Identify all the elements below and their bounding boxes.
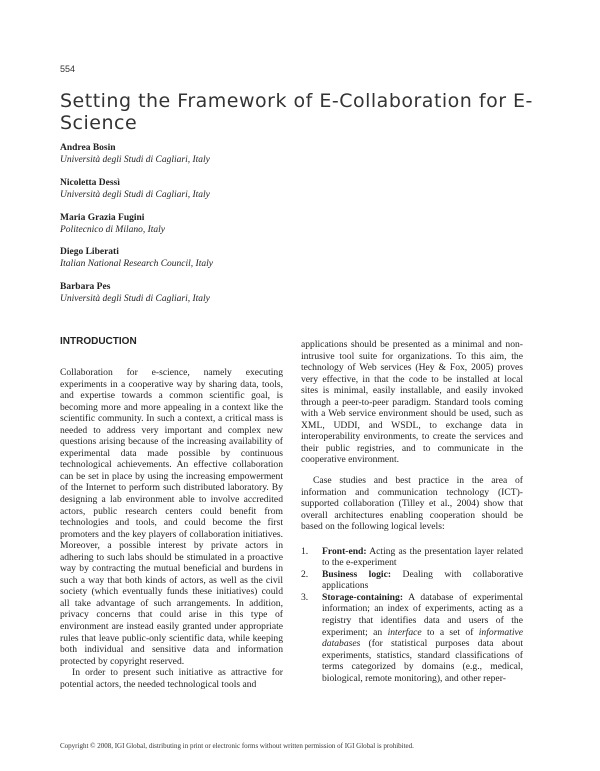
author-block (60, 212, 360, 236)
left-column (60, 367, 283, 690)
list-text: to a set of (421, 626, 479, 638)
body-paragraph: Collaboration for e-science, namely executing experiments in a cooperative way by sharing data, tools, and expertise towards a common scientific goal, is becoming more and more appealing in a context like the scientific community. In such a context, a critical mass is needed to address very important and complex new questions arising because of the increasing availability of experimental data made possible by continuous technological achievements. An effective collaboration can be set in place by using the increasing empowerment of the Internet to perform such distributed laboratory. By designing a lab environment able to involve accredited actors, public research centers could benefit from technologies and tools, and could become the first promoters and the key players of collaboration initiatives. Moreover, a possible interest by private actors in adhering to such labs should be stimulated in a proactive way by contracting the mutual beneficial and burdens in such a way that both kinds of actors, as well as the civil society (which eventually funds these initiatives) could all take advantage of such arrangements. In addition, privacy concerns that could arise in this type of environment are instead easily granted under appropriate rules that leave public-only scientific data, while keeping both individual and sensitive data and information protected by copyright reserved. (60, 367, 283, 667)
list-term: Storage-containing: (322, 591, 404, 603)
author-block (60, 281, 360, 305)
emphasis-term: informative databases (322, 626, 523, 650)
author-block (60, 142, 360, 166)
author-affiliation: Università degli Studi di Cagliari, Italy (60, 155, 210, 165)
author-affiliation: Politecnico di Milano, Italy (60, 225, 166, 235)
list-number: 1. (301, 545, 309, 557)
list-term: Business logic: (322, 568, 392, 580)
author-affiliation: Italian National Research Council, Italy (60, 259, 213, 269)
emphasis-term: interface (387, 626, 422, 638)
right-column (301, 339, 523, 684)
paper-title: Setting the Framework of E-Collaboration for E-Science (60, 90, 533, 134)
list-item (301, 546, 523, 569)
author-affiliation: Università degli Studi di Cagliari, Italy (60, 190, 210, 200)
body-paragraph: Case studies and best practice in the area of information and communication technology (ICT)-supported collaboration (Tilley et al., 2004) show that overall architectures enabling cooperation should be based on the following logical levels: (301, 475, 523, 533)
author-block (60, 177, 360, 201)
author-name: Nicoletta Dessì (60, 178, 120, 188)
list-item (301, 569, 523, 592)
list-text: A database of experimental information; an index of experiments, acting as a registry that identifies data and users of the experiment; an (322, 591, 523, 638)
list-term: Front-end: (322, 545, 367, 557)
body-paragraph: applications should be presented as a minimal and non-intrusive tool suite for organizations. To this aim, the technology of Web services (Hey & Fox, 2005) proves very effective, in that the code to be installed at local sites is minimal, easily installable, and easily invoked through a peer-to-peer paradigm. Standard tools coming with a Web service environment should be used, such as XML, UDDI, and WSDL, to exchange data in interoperability environments, to create the services and their public registries, and to communicate in the cooperative environment. (301, 339, 523, 466)
list-text: Dealing with collaborative applications (322, 568, 523, 592)
list-text: Acting as the presentation layer related to the e-experiment (322, 545, 523, 569)
list-item (301, 592, 523, 684)
list-number: 2. (301, 568, 309, 580)
body-paragraph: In order to present such initiative as attractive for potential actors, the needed technological tools and (60, 667, 283, 690)
author-name: Barbara Pes (60, 282, 111, 292)
author-affiliation: Università degli Studi di Cagliari, Italy (60, 294, 210, 304)
list-text: (for statistical purposes data about experiments, statistics, standard classifications of terms categorized by domains (e.g., medical, biological, remote monitoring), and other reper- (322, 638, 523, 684)
section-heading: INTRODUCTION (60, 336, 137, 347)
list-number: 3. (301, 591, 309, 603)
author-name: Andrea Bosin (60, 143, 116, 153)
author-block (60, 246, 360, 270)
logical-levels-list (301, 546, 523, 685)
page-number: 554 (60, 64, 76, 74)
author-name: Maria Grazia Fugini (60, 213, 145, 223)
author-name: Diego Liberati (60, 247, 119, 257)
copyright-footer: Copyright © 2008, IGI Global, distributing in print or electronic forms without written permission of IGI Global is prohibited. (60, 742, 414, 750)
